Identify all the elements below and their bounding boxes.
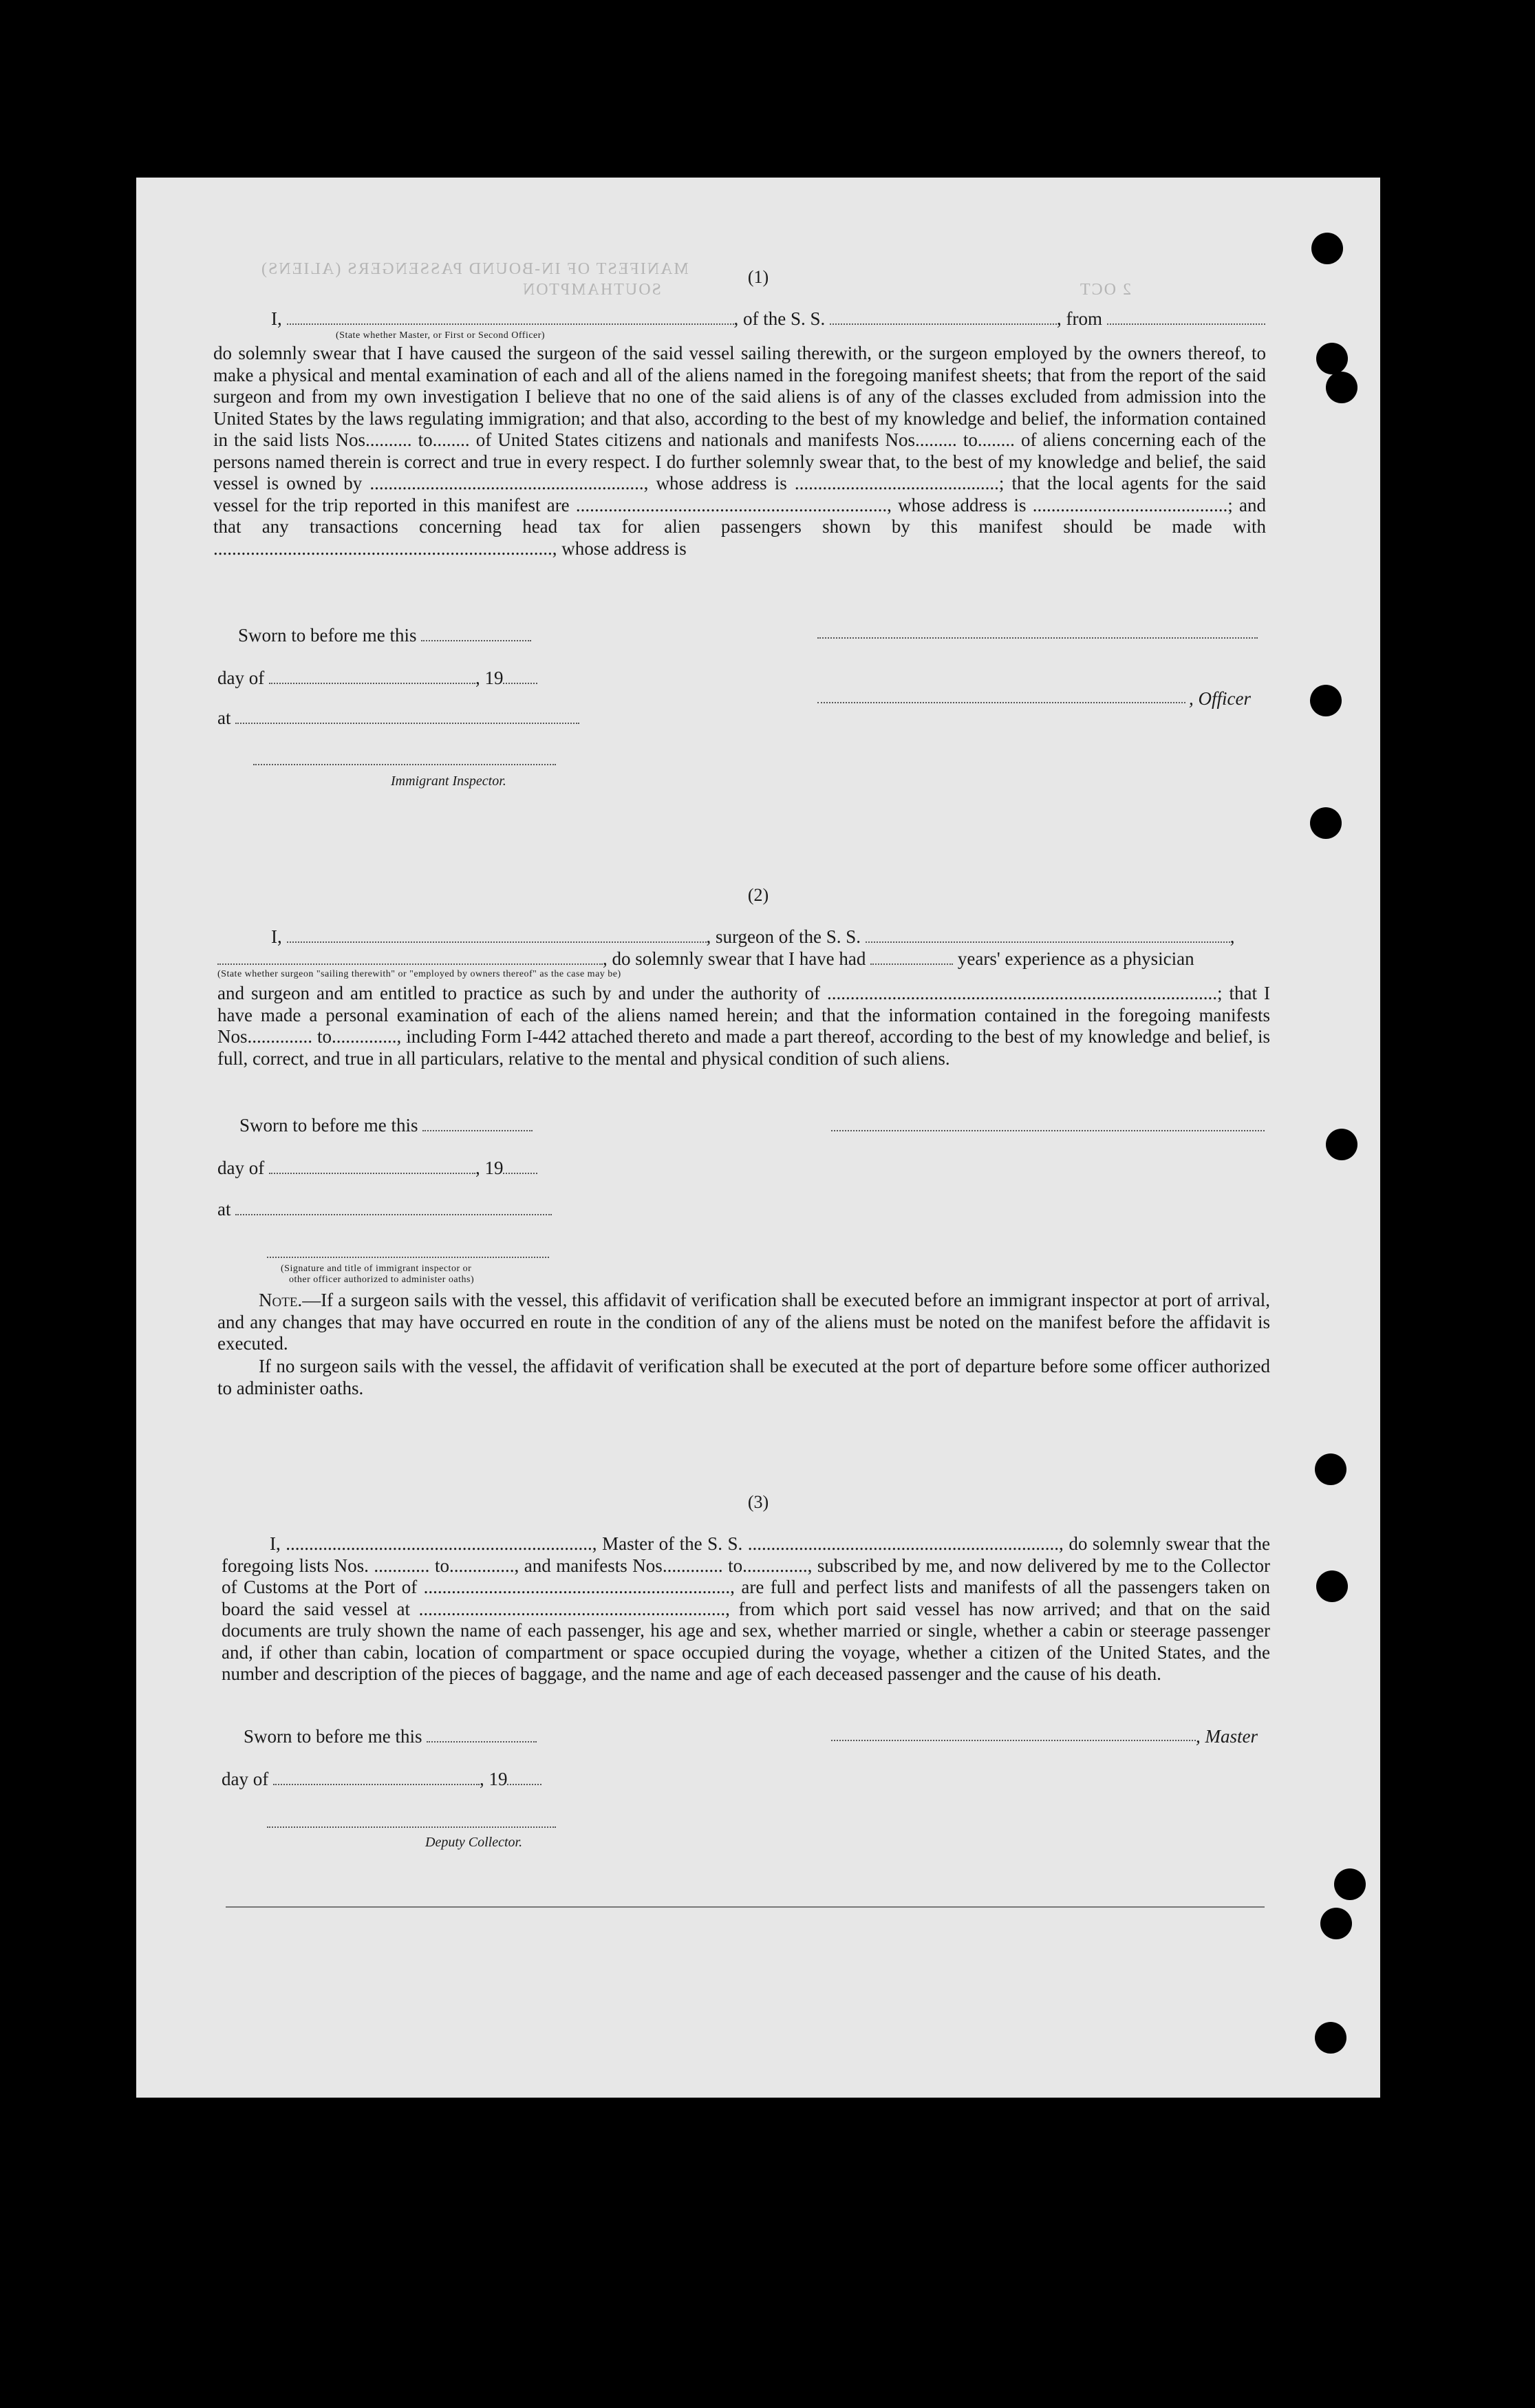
officer-note: (State whether Master, or First or Second Officer) <box>336 330 546 341</box>
sworn-date-field-3[interactable] <box>427 1729 537 1743</box>
punch-hole <box>1316 343 1348 374</box>
section-1-number: (1) <box>747 267 769 287</box>
section-2-line-2: , do solemnly swear that I have had years' experience as a physician <box>217 948 1194 969</box>
section-2-day: day of , 19 <box>217 1158 537 1178</box>
label-of-ss: , of the S. S. <box>733 308 826 329</box>
surgeon-status-field[interactable] <box>217 951 603 965</box>
section-2-sworn: Sworn to before me this <box>239 1115 533 1136</box>
sworn-date-field-2[interactable] <box>422 1118 533 1131</box>
signature-note-2: other officer authorized to administer oaths) <box>289 1275 475 1285</box>
punch-hole <box>1310 807 1342 839</box>
section-1-at: at <box>217 707 579 728</box>
inspector-signature-line-2[interactable] <box>267 1257 549 1258</box>
at-place-field[interactable] <box>235 710 579 724</box>
punch-hole <box>1315 2022 1346 2054</box>
bottom-rule <box>226 1906 1265 1908</box>
section-3-day: day of , 19 <box>222 1769 541 1789</box>
year-field-3[interactable] <box>507 1771 541 1785</box>
punch-hole <box>1320 1908 1352 1939</box>
officer-signature-line-1[interactable] <box>817 637 1258 639</box>
surgeon-name-field[interactable] <box>287 929 707 943</box>
immigrant-inspector-label: Immigrant Inspector. <box>391 774 506 789</box>
officer-label: , Officer <box>1189 688 1251 709</box>
day-field[interactable] <box>269 670 475 684</box>
note-label: Note. <box>259 1290 303 1310</box>
section-2-body: and surgeon and am entitled to practice as such by and under the authority of ....................................................................................; that I have made a personal examination of each of the aliens named herein; and that the information contained in the foregoing manifests Nos.............. to.............., including Form I-442 attached thereto and made a part thereof, according to the best of my knowledge and belief, is full, correct, and true in all particulars, relative to the mental and physical condition of such aliens. <box>217 983 1270 1069</box>
note-paragraph <box>217 1290 1270 1355</box>
surgeon-note: (State whether surgeon "sailing therewith" or "employed by owners thereof" as the case may be) <box>217 969 621 979</box>
section-1-body: do solemnly swear that I have caused the surgeon of the said vessel sailing therewith, or the surgeon employed by the owners thereof, to make a physical and mental examination of each and all of the aliens named in the foregoing manifest sheets; that from the report of the said surgeon and from my own investigation I believe that no one of the said aliens is of any of the classes excluded from admission into the United States by the laws regulating immigration; and that also, according to the best of my knowledge and belief, the information contained in the said lists Nos.......... to........ of United States citizens and nationals and manifests Nos......... to........ of aliens concerning each of the persons named therein is correct and true in every respect. I do further solemnly swear that, to the best of my knowledge and belief, the said vessel is owned by ..........................................................., whose address is ............................................; that the local agents for the said vessel for the trip reported in this manifest are ..................................................................., whose address is ..........................................; and that any transactions concerning head tax for alien passengers shown by this manifest should be made with ........................................................................., whose address is <box>213 343 1266 559</box>
day-field-2[interactable] <box>269 1160 475 1174</box>
section-3-number: (3) <box>747 1492 769 1512</box>
master-label: , Master <box>1196 1726 1258 1747</box>
note-text: —If a surgeon sails with the vessel, this affidavit of verification shall be executed before an immigrant inspector at port of arrival, and any changes that may have occurred en route in the condition of any of the aliens must be noted on the manifest before the affidavit is executed. <box>217 1290 1270 1354</box>
master-signature-line[interactable] <box>831 1740 1196 1741</box>
collector-signature-line[interactable] <box>267 1826 556 1828</box>
section-1-sworn: Sworn to before me this <box>238 625 531 646</box>
label-i: I, <box>271 308 282 329</box>
at-place-field-2[interactable] <box>235 1202 552 1215</box>
punch-hole <box>1315 1453 1346 1485</box>
manifest-sheet <box>136 178 1380 2098</box>
punch-hole <box>1316 1570 1348 1602</box>
punch-hole <box>1310 685 1342 716</box>
from-port-field[interactable] <box>1107 311 1265 325</box>
punch-hole <box>1334 1868 1366 1900</box>
bleed-through-port: SOUTHAMPTON <box>522 281 661 299</box>
section-1-line-1 <box>271 308 1265 329</box>
section-3-body: I, .................................................................., Master of the S. S. ..................................................................., do solemnly swear that the foregoing lists Nos. ............ to.............., and manifests Nos............. to.............., subscribed by me, and now delivered by me to the Collector of Customs at the Port of .................................................................., are full and perfect lists and manifests of all the passengers taken on board the said vessel at .................................................................., from which port said vessel has now arrived; and that on the said documents are truly shown the name of each passenger, his age and sex, whether married or single, whether a cabin or steerage passenger and, if other than cabin, location of compartment or space occupied during the voyage, whether a citizen of the United States, and the number and description of the pieces of baggage, and the name and age of each deceased passenger and the cause of his death. <box>222 1533 1270 1684</box>
section-1-day: day of , 19 <box>217 668 537 688</box>
master-name-field[interactable] <box>287 311 734 325</box>
bleed-through-date: 2 OCT <box>1079 281 1131 299</box>
year-field-2[interactable] <box>503 1160 537 1174</box>
label-from: , from <box>1057 308 1102 329</box>
officer-signature-line-2[interactable] <box>817 702 1185 703</box>
year-field[interactable] <box>503 670 537 684</box>
signature-note-1: (Signature and title of immigrant inspector or <box>281 1264 472 1274</box>
years-field[interactable] <box>870 951 953 965</box>
surgeon-signature-line[interactable] <box>831 1130 1265 1131</box>
punch-hole <box>1326 1129 1357 1160</box>
punch-hole <box>1311 233 1343 264</box>
section-2-at: at <box>217 1199 552 1219</box>
sworn-date-field[interactable] <box>421 628 531 641</box>
section-2-number: (2) <box>747 885 769 905</box>
note-paragraph-2: If no surgeon sails with the vessel, the affidavit of verification shall be executed at the port of departure before some officer authorized to administer oaths. <box>217 1356 1270 1398</box>
section-2-line-1: I, , surgeon of the S. S. , <box>271 926 1235 947</box>
day-field-3[interactable] <box>273 1771 480 1785</box>
bleed-through-title: MANIFEST OF IN-BOUND PASSENGERS (ALIENS) <box>260 260 689 278</box>
vessel-name-field[interactable] <box>830 311 1057 325</box>
punch-hole <box>1326 372 1357 403</box>
inspector-signature-line[interactable] <box>253 764 556 765</box>
surgeon-vessel-field[interactable] <box>866 929 1230 943</box>
section-3-sworn: Sworn to before me this <box>244 1726 537 1747</box>
deputy-collector-label: Deputy Collector. <box>425 1835 523 1850</box>
